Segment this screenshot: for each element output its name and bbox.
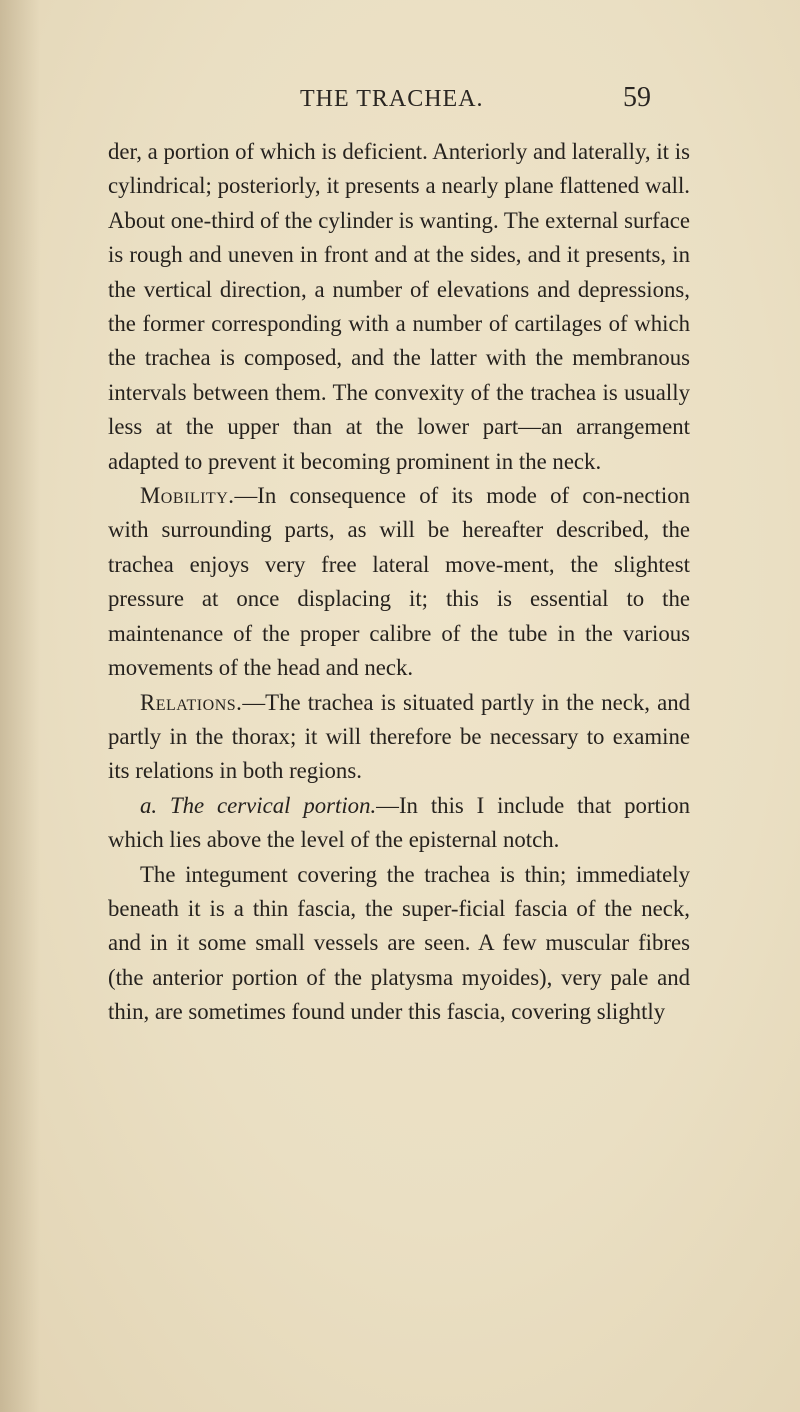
paragraph-cervical-portion xyxy=(108,789,690,858)
paragraph-text: The integument covering the trachea is thin; immediately beneath it is a thin fascia, the super-ficial fascia of the neck, and in it some small vessels are seen. A few muscular fibres (the anterior portion of the platysma myoides), very pale and thin, are sometimes found under this fascia, covering slightly xyxy=(108,861,690,1025)
page-number: 59 xyxy=(623,82,651,113)
subsection-heading-cervical: a. The cervical portion. xyxy=(140,792,377,818)
gutter-shadow xyxy=(0,0,40,1412)
paragraph-mobility xyxy=(108,479,690,685)
body-text xyxy=(108,135,690,1030)
running-head xyxy=(0,82,800,122)
paragraph-relations xyxy=(108,686,690,789)
paragraph-continuation xyxy=(108,135,690,479)
running-title: THE TRACHEA. xyxy=(300,86,484,112)
paragraph-text: —In this I include that portion which lies above the level of the episternal notch. xyxy=(108,792,690,853)
paragraph-text: der, a portion of which is deficient. Anteriorly and laterally, it is cylindrical; posteriorly, it presents a nearly plane flattened wall. About one-third of the cylinder is wanting. The external surface is rough and uneven in front and at the sides, and it presents, in the vertical direction, a number of elevations and depressions, the former corresponding with a number of cartilages of which the trachea is composed, and the latter with the membranous intervals between them. The convexity of the trachea is usually less at the upper than at the lower part—an arrangement adapted to prevent it becoming prominent in the neck. xyxy=(108,139,690,474)
section-heading-mobility: Mobility. xyxy=(140,483,235,509)
paragraph-integument xyxy=(108,858,690,1030)
paragraph-text: —The trachea is situated partly in the neck, and partly in the thorax; it will therefore be necessary to examine its relations in both regions. xyxy=(108,689,690,784)
paragraph-text: —In consequence of its mode of con-nection with surrounding parts, as will be hereafter described, the trachea enjoys very free lateral move-ment, the slightest pressure at once displacing it; this is essential to the maintenance of the proper calibre of the tube in the various movements of the head and neck. xyxy=(108,483,690,681)
section-heading-relations: Relations. xyxy=(140,689,243,715)
